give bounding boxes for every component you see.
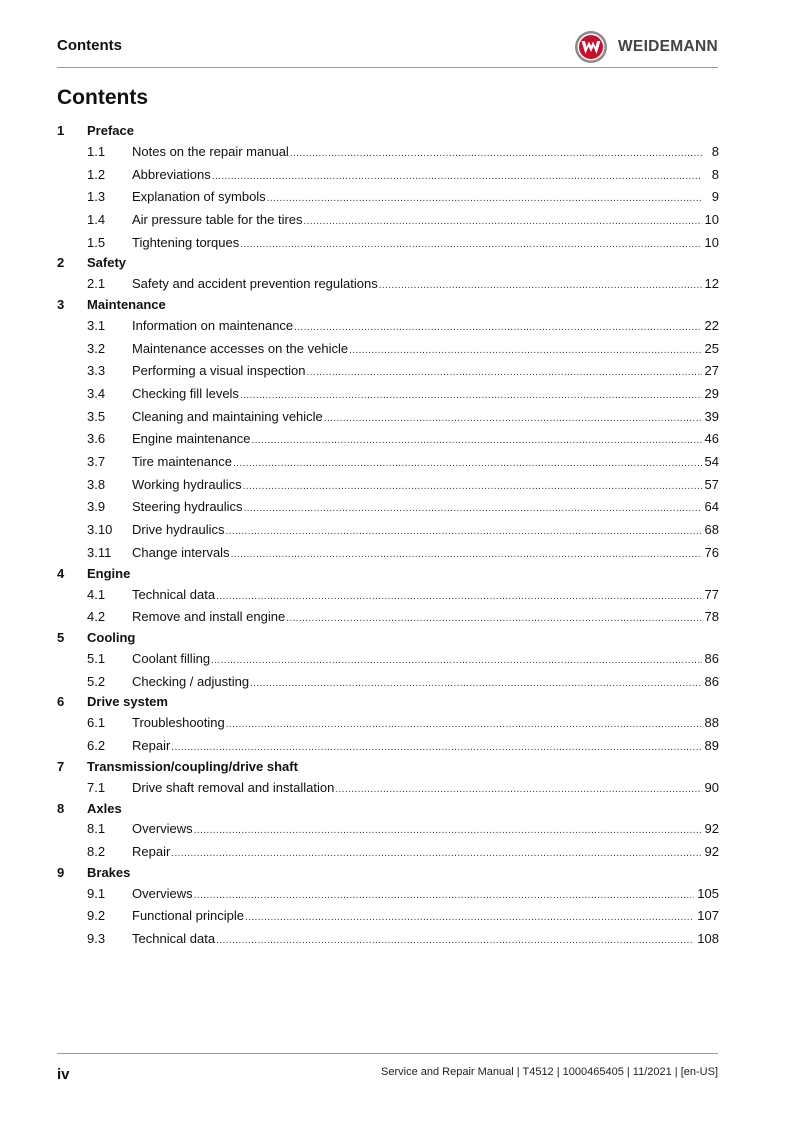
- entry-title: Drive hydraulics: [132, 522, 225, 538]
- dot-leader: [245, 908, 694, 923]
- dot-leader: [225, 522, 701, 537]
- entry-number: 3.1: [87, 317, 106, 333]
- toc-section: [57, 564, 719, 628]
- page-header: [57, 26, 718, 68]
- header-divider: [57, 67, 718, 68]
- entry-page-number: 27: [704, 363, 719, 379]
- dot-leader: [379, 276, 702, 291]
- entry-number: 6.1: [87, 715, 106, 731]
- entry-page-number: 92: [704, 844, 719, 860]
- toc-entry[interactable]: [57, 647, 719, 670]
- entry-page-number: 25: [704, 340, 719, 356]
- entry-page-number: 10: [704, 211, 719, 227]
- entry-number: 3.6: [87, 431, 106, 447]
- page-title: Contents: [57, 86, 148, 109]
- section-number: 3: [57, 297, 65, 313]
- entry-page-number: 54: [704, 454, 719, 470]
- footer-document-info: Service and Repair Manual | T4512 | 1000465405 | 11/2021 | [en-US]: [381, 1066, 718, 1078]
- entry-page-number: 77: [704, 586, 719, 602]
- entry-number: 9.2: [87, 908, 106, 924]
- toc-section-heading[interactable]: [57, 295, 719, 314]
- toc-entry[interactable]: [57, 208, 719, 231]
- dot-leader: [290, 144, 702, 159]
- dot-leader: [306, 363, 701, 378]
- entry-title: Abbreviations: [132, 166, 211, 182]
- entry-page-number: 29: [704, 386, 719, 402]
- toc-entry[interactable]: [57, 734, 719, 757]
- entry-number: 3.10: [87, 522, 113, 538]
- entry-number: 2.1: [87, 276, 106, 292]
- toc-section: [57, 295, 719, 564]
- table-of-contents: [57, 121, 719, 950]
- entry-title: Technical data: [132, 586, 216, 602]
- toc-entry[interactable]: [57, 382, 719, 405]
- toc-entry[interactable]: [57, 818, 719, 841]
- section-number: 1: [57, 123, 65, 138]
- dot-leader: [243, 477, 702, 492]
- toc-entry[interactable]: [57, 776, 719, 799]
- entry-page-number: 12: [704, 276, 719, 292]
- toc-entry[interactable]: [57, 541, 719, 564]
- toc-entry[interactable]: [57, 185, 719, 208]
- entry-number: 1.4: [87, 211, 106, 227]
- dot-leader: [335, 780, 701, 795]
- dot-leader: [267, 189, 702, 204]
- entry-number: 3.8: [87, 476, 106, 492]
- entry-page-number: 108: [697, 931, 719, 947]
- entry-title: Repair: [132, 737, 171, 753]
- section-number: 7: [57, 758, 65, 774]
- entry-number: 3.5: [87, 408, 106, 424]
- entry-title: Technical data: [132, 931, 216, 947]
- entry-number: 8.2: [87, 844, 106, 860]
- entry-title: Change intervals: [132, 544, 230, 560]
- entry-title: Maintenance accesses on the vehicle: [132, 340, 349, 356]
- entry-page-number: 107: [697, 908, 719, 924]
- dot-leader: [226, 715, 702, 730]
- entry-page-number: 8: [711, 143, 719, 159]
- toc-entry[interactable]: [57, 711, 719, 734]
- entry-number: 9.3: [87, 931, 106, 947]
- entry-title: Checking / adjusting: [132, 673, 250, 689]
- toc-section: [57, 692, 719, 756]
- entry-title: Explanation of symbols: [132, 189, 266, 205]
- dot-leader: [171, 738, 701, 753]
- toc-section: [57, 253, 719, 295]
- section-title: Preface: [87, 123, 134, 138]
- entry-title: Tire maintenance: [132, 454, 232, 470]
- entry-page-number: 78: [704, 609, 719, 625]
- entry-number: 9.1: [87, 885, 106, 901]
- dot-leader: [216, 931, 694, 946]
- entry-title: Information on maintenance: [132, 317, 294, 333]
- entry-page-number: 88: [704, 715, 719, 731]
- entry-number: 8.1: [87, 821, 106, 837]
- dot-leader: [231, 545, 702, 560]
- dot-leader: [240, 386, 702, 401]
- section-number: 6: [57, 694, 65, 710]
- dot-leader: [233, 454, 702, 469]
- entry-title: Cleaning and maintaining vehicle: [132, 408, 323, 424]
- section-title: Cooling: [87, 630, 136, 646]
- entry-page-number: 76: [704, 544, 719, 560]
- dot-leader: [194, 886, 695, 901]
- entry-page-number: 105: [697, 885, 719, 901]
- toc-entry[interactable]: [57, 473, 719, 496]
- dot-leader: [349, 341, 701, 356]
- toc-section-heading[interactable]: [57, 757, 719, 776]
- toc-entry[interactable]: [57, 905, 719, 928]
- toc-entry[interactable]: [57, 882, 719, 905]
- entry-page-number: 90: [704, 779, 719, 795]
- toc-entry[interactable]: [57, 231, 719, 254]
- entry-title: Air pressure table for the tires: [132, 211, 303, 227]
- header-title: Contents: [57, 37, 122, 54]
- toc-section: [57, 799, 719, 863]
- toc-entry[interactable]: [57, 140, 719, 163]
- entry-title: Overviews: [132, 821, 193, 837]
- weidemann-logo-icon: [574, 30, 608, 64]
- entry-title: Drive shaft removal and installation: [132, 779, 335, 795]
- dot-leader: [211, 651, 701, 666]
- section-title: Transmission/coupling/drive shaft: [87, 758, 298, 774]
- brand-logo: [574, 29, 718, 65]
- entry-number: 4.2: [87, 609, 106, 625]
- entry-title: Performing a visual inspection: [132, 363, 306, 379]
- toc-entry[interactable]: [57, 314, 719, 337]
- dot-leader: [294, 318, 701, 333]
- entry-page-number: 22: [704, 317, 719, 333]
- entry-page-number: 68: [704, 522, 719, 538]
- toc-section-heading[interactable]: [57, 564, 719, 583]
- dot-leader: [171, 844, 701, 859]
- entry-number: 7.1: [87, 779, 106, 795]
- toc-entry[interactable]: [57, 605, 719, 628]
- footer-page-number: iv: [57, 1066, 70, 1083]
- toc-entry[interactable]: [57, 670, 719, 693]
- entry-number: 6.2: [87, 737, 106, 753]
- entry-title: Troubleshooting: [132, 715, 225, 731]
- dot-leader: [324, 409, 702, 424]
- section-number: 8: [57, 800, 65, 816]
- toc-section: [57, 121, 719, 253]
- toc-entry[interactable]: [57, 518, 719, 541]
- section-number: 9: [57, 864, 65, 880]
- toc-entry[interactable]: [57, 360, 719, 383]
- toc-entry[interactable]: [57, 450, 719, 473]
- toc-entry[interactable]: [57, 163, 719, 186]
- entry-title: Remove and install engine: [132, 609, 286, 625]
- entry-page-number: 8: [711, 166, 719, 182]
- entry-number: 3.11: [87, 544, 112, 560]
- toc-entry[interactable]: [57, 405, 719, 428]
- entry-title: Checking fill levels: [132, 386, 239, 402]
- entry-page-number: 9: [711, 189, 719, 205]
- toc-entry[interactable]: [57, 840, 719, 863]
- dot-leader: [212, 167, 702, 182]
- dot-leader: [304, 212, 702, 227]
- toc-section-heading[interactable]: [57, 253, 719, 272]
- entry-page-number: 10: [704, 234, 719, 250]
- toc-section: [57, 628, 719, 692]
- entry-number: 1.3: [87, 189, 106, 205]
- entry-number: 3.7: [87, 454, 106, 470]
- entry-page-number: 86: [704, 650, 719, 666]
- entry-number: 1.5: [87, 234, 106, 250]
- entry-title: Safety and accident prevention regulations: [132, 276, 378, 292]
- entry-title: Coolant filling: [132, 650, 211, 666]
- entry-page-number: 39: [704, 408, 719, 424]
- entry-number: 3.4: [87, 386, 106, 402]
- toc-section-heading[interactable]: [57, 799, 719, 818]
- entry-title: Notes on the repair manual: [132, 143, 289, 159]
- entry-number: 1.2: [87, 166, 106, 182]
- entry-title: Functional principle: [132, 908, 245, 924]
- section-number: 2: [57, 255, 65, 271]
- entry-page-number: 89: [704, 737, 719, 753]
- entry-title: Tightening torques: [132, 234, 240, 250]
- entry-number: 5.1: [87, 650, 106, 666]
- entry-number: 1.1: [87, 143, 106, 159]
- section-title: Safety: [87, 255, 127, 271]
- entry-number: 3.3: [87, 363, 106, 379]
- footer-divider: [57, 1053, 718, 1054]
- entry-page-number: 86: [704, 673, 719, 689]
- toc-entry[interactable]: [57, 428, 719, 451]
- dot-leader: [240, 235, 701, 250]
- entry-number: 4.1: [87, 586, 106, 602]
- dot-leader: [250, 674, 701, 689]
- dot-leader: [286, 609, 701, 624]
- toc-section-heading[interactable]: [57, 692, 719, 711]
- section-title: Drive system: [87, 694, 168, 710]
- toc-section: [57, 863, 719, 950]
- toc-section: [57, 757, 719, 799]
- section-title: Maintenance: [87, 297, 166, 313]
- section-number: 5: [57, 630, 65, 646]
- toc-section-heading[interactable]: [57, 628, 719, 647]
- entry-number: 3.2: [87, 340, 106, 356]
- entry-page-number: 92: [704, 821, 719, 837]
- toc-section-heading[interactable]: [57, 863, 719, 882]
- toc-entry[interactable]: [57, 337, 719, 360]
- toc-entry[interactable]: [57, 272, 719, 295]
- entry-number: 5.2: [87, 673, 106, 689]
- entry-title: Repair: [132, 844, 171, 860]
- entry-title: Working hydraulics: [132, 476, 242, 492]
- section-title: Axles: [87, 800, 122, 816]
- entry-title: Engine maintenance: [132, 431, 251, 447]
- entry-page-number: 46: [704, 431, 719, 447]
- entry-page-number: 64: [704, 499, 719, 515]
- dot-leader: [252, 431, 702, 446]
- brand-name: WEIDEMANN: [618, 38, 718, 55]
- dot-leader: [244, 499, 702, 514]
- section-title: Engine: [87, 565, 131, 581]
- entry-page-number: 57: [704, 476, 719, 492]
- dot-leader: [216, 587, 701, 602]
- toc-entry[interactable]: [57, 583, 719, 606]
- toc-entry[interactable]: [57, 496, 719, 519]
- toc-entry[interactable]: [57, 927, 719, 950]
- entry-title: Overviews: [132, 885, 193, 901]
- toc-section-heading[interactable]: [57, 121, 719, 140]
- entry-title: Steering hydraulics: [132, 499, 243, 515]
- section-title: Brakes: [87, 864, 131, 880]
- entry-number: 3.9: [87, 499, 106, 515]
- section-number: 4: [57, 565, 65, 581]
- dot-leader: [194, 821, 702, 836]
